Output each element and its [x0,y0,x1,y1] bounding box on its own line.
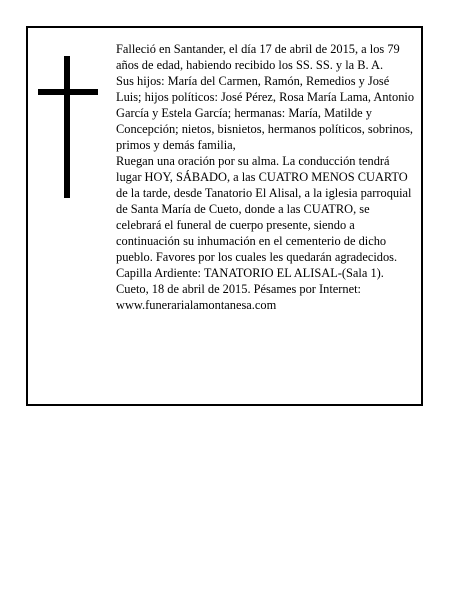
funeral-details: Ruegan una oración por su alma. La conducción tendrá lugar HOY, SÁBADO, a las CUATRO MENOS CUARTO de la tarde, desde Tanatorio El Alisal, a la iglesia parroquial de Santa María de Cueto, donde a las CUATRO, se celebrará el funeral de cuerpo presente, siendo a continuación su inhumación en el cementerio de dicho pueblo. Favores por los cuales les quedarán agradecidos. Capilla Ardiente: TANATORIO EL ALISAL-(Sala 1). [116,154,412,280]
place-date-condolences: Cueto, 18 de abril de 2015. Pésames por Internet: www.funerarialamontanesa.com [116,282,361,312]
family-list: Sus hijos: María del Carmen, Ramón, Remedios y José Luis; hijos políticos: José Pérez, Rosa María Lama, Antonio García y Estela García; hermanas: María, Matilde y Concepción; nietos, bisnietos, hermanos políticos, sobrinos, primos y demás familia, [116,74,415,152]
obituary-notice [26,26,423,406]
cross-vertical-bar [64,56,70,198]
obituary-text [116,41,416,313]
latin-cross-icon [38,56,98,198]
death-announcement: Falleció en Santander, el día 17 de abril de 2015, a los 79 años de edad, habiendo recibido los SS. SS. y la B. A. [116,42,400,72]
cross-horizontal-bar [38,89,98,95]
